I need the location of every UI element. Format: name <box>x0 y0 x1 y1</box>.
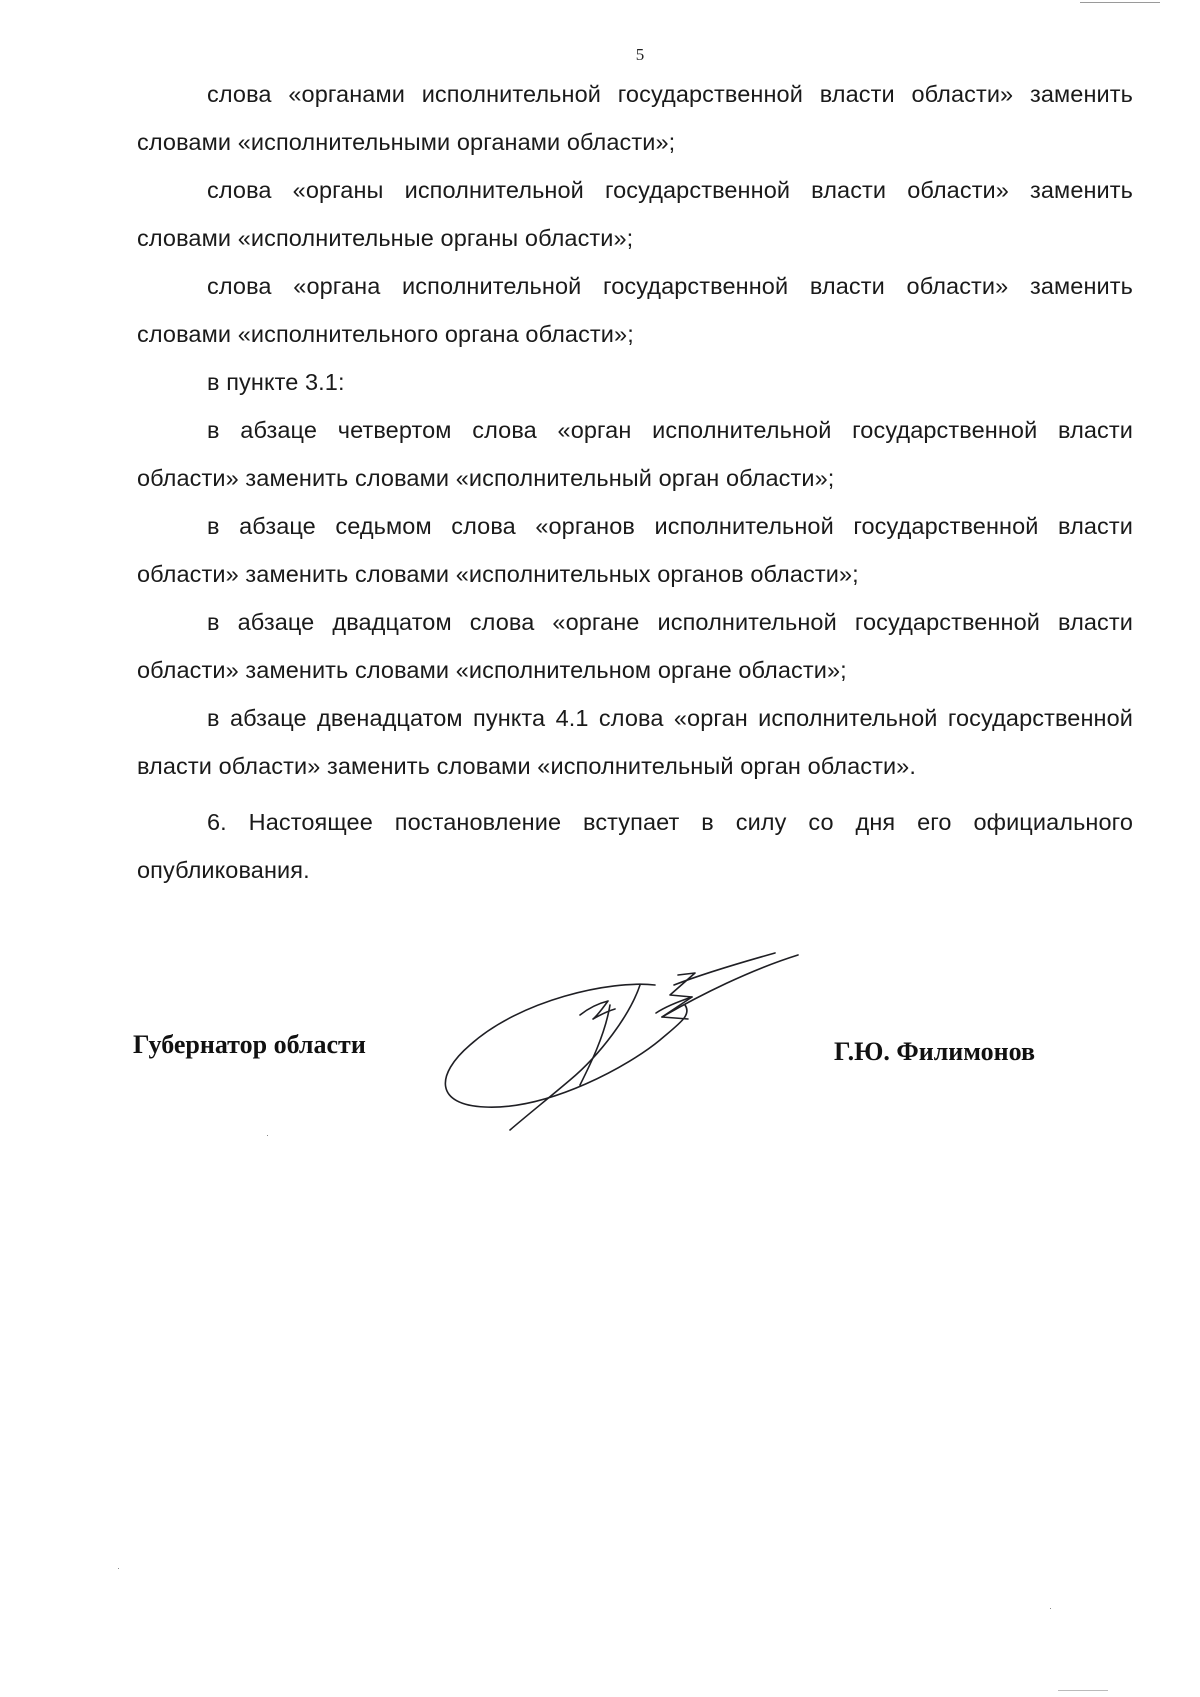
scan-dot <box>118 1568 119 1569</box>
paragraph: в пункте 3.1: <box>207 369 345 395</box>
scan-edge-mark <box>1058 1690 1108 1691</box>
signer-name: Г.Ю. Филимонов <box>834 1037 1036 1066</box>
paragraph: в абзаце двенадцатом пункта 4.1 слова «орган исполнительной государственной власти области» заменить словами «исполнительный орган области». <box>137 705 1133 779</box>
paragraph: слова «органами исполнительной государственной власти области» заменить словами «исполнительными органами области»; <box>137 81 1133 155</box>
paragraph: слова «органа исполнительной государственной власти области» заменить словами «исполнительного органа области»; <box>137 273 1133 347</box>
paragraph: в абзаце четвертом слова «орган исполнительной государственной власти области» заменить словами «исполнительный орган области»; <box>137 417 1133 491</box>
page-number: 5 <box>635 45 645 64</box>
scan-dot <box>1050 1608 1051 1609</box>
closing-paragraph: 6. Настоящее постановление вступает в силу со дня его официального опубликования. <box>137 809 1133 883</box>
paragraph: в абзаце двадцатом слова «органе исполнительной государственной власти области» заменить словами «исполнительном органе области»; <box>137 609 1133 683</box>
paragraph: в абзаце седьмом слова «органов исполнительной государственной власти области» заменить словами «исполнительных органов области»; <box>137 513 1133 587</box>
signer-title: Губернатор области <box>133 1030 366 1059</box>
handwritten-signature <box>430 945 850 1145</box>
paragraph: слова «органы исполнительной государственной власти области» заменить словами «исполнительные органы области»; <box>137 177 1133 251</box>
document-body <box>137 70 1133 894</box>
scan-dot <box>267 1135 268 1136</box>
scan-edge-mark <box>1080 2 1160 3</box>
